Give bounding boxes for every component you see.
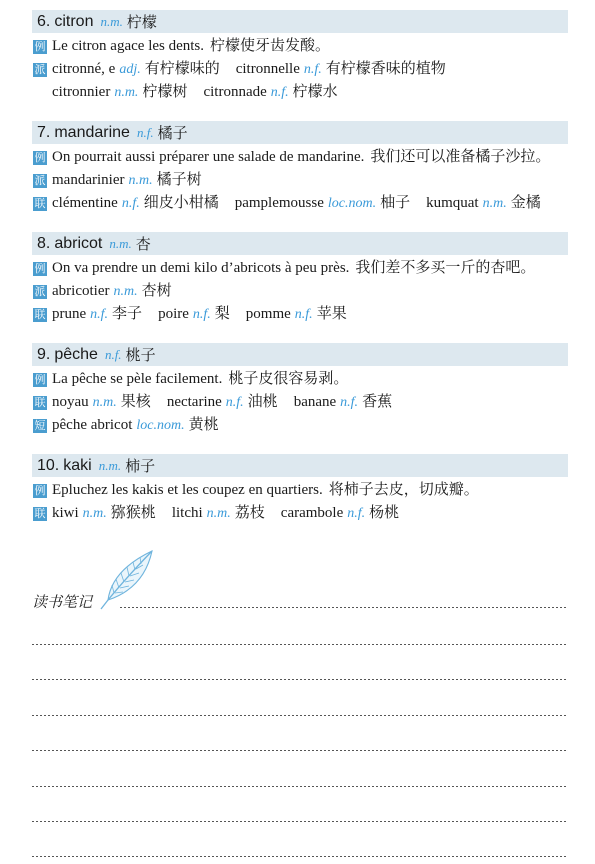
item-meaning: 金橘	[510, 195, 541, 211]
vocab-item	[52, 414, 219, 437]
item-word: pamplemousse	[234, 195, 324, 211]
entry-header	[32, 454, 568, 477]
item-pos: adj.	[119, 62, 141, 77]
entry-header	[32, 121, 568, 144]
note-line	[120, 607, 568, 608]
tag-example: 例	[34, 39, 46, 53]
example-chinese: 桃子皮很容易剥。	[228, 371, 349, 387]
item-meaning: 橘子树	[156, 172, 202, 188]
example-chinese: 将柿子去皮，切成瓣。	[328, 482, 479, 498]
item-pos: n.f.	[303, 62, 322, 77]
note-line	[32, 679, 568, 680]
tag-example: 例	[34, 372, 46, 386]
item-pos: n.f.	[90, 307, 109, 322]
vocab-item	[52, 303, 142, 326]
item-meaning: 有柠檬香味的植物	[325, 61, 446, 77]
item-meaning: 杨桃	[369, 505, 400, 521]
item-pos: n.m.	[114, 85, 139, 100]
example-chinese: 我们还可以准备橘子沙拉。	[370, 149, 551, 165]
item-pos: n.f.	[347, 506, 366, 521]
headword-meaning: 橘子	[157, 126, 188, 142]
item-word: clémentine	[52, 195, 118, 211]
item-meaning: 猕猴桃	[110, 505, 156, 521]
item-word: pêche abricot	[52, 417, 133, 433]
notes-title: 读书笔记	[32, 593, 93, 611]
related-row	[32, 502, 568, 525]
headword-meaning: 柿子	[125, 459, 156, 475]
entry-number: 8.	[37, 234, 51, 252]
entry-number: 6.	[37, 12, 51, 30]
item-word: citronné, e	[52, 61, 116, 77]
vocab-item	[203, 81, 337, 104]
vocab-item	[172, 502, 265, 525]
item-word: carambole	[280, 505, 344, 521]
entry-peche	[32, 343, 568, 437]
vocab-item	[158, 303, 230, 326]
vocab-item	[52, 502, 156, 525]
item-word: citronnelle	[235, 61, 300, 77]
vocab-item	[52, 169, 202, 192]
vocab-item	[294, 391, 392, 414]
entry-number: 10.	[37, 456, 60, 474]
item-pos: n.f.	[121, 196, 140, 211]
example-chinese: 柠檬使牙齿发酸。	[210, 38, 331, 54]
item-pos: n.f.	[340, 395, 359, 410]
item-word: prune	[52, 306, 87, 322]
example-row	[32, 479, 568, 502]
item-pos: loc.nom.	[136, 418, 185, 433]
vocab-item	[167, 391, 278, 414]
vocab-item	[52, 81, 187, 104]
headword-pos: n.m.	[109, 235, 132, 251]
item-word: citronnier	[52, 84, 111, 100]
item-pos: loc.nom.	[327, 196, 377, 211]
item-meaning: 柠檬水	[292, 84, 338, 100]
note-line	[32, 786, 568, 787]
item-word: noyau	[52, 394, 89, 410]
item-meaning: 杏树	[141, 283, 172, 299]
note-line	[32, 821, 568, 822]
item-meaning: 梨	[214, 306, 230, 322]
item-meaning: 油桃	[247, 394, 278, 410]
item-meaning: 香蕉	[362, 394, 393, 410]
item-pos: n.f.	[270, 85, 289, 100]
derived-row	[32, 169, 568, 192]
derived-row	[32, 280, 568, 303]
entry-header	[32, 10, 568, 33]
item-meaning: 黄桃	[188, 417, 219, 433]
tag-derived: 派	[34, 284, 46, 298]
note-line	[32, 644, 568, 645]
headword: kaki	[63, 456, 92, 474]
headword: abricot	[54, 234, 103, 252]
example-row	[32, 146, 568, 169]
item-meaning: 荔枝	[234, 505, 265, 521]
item-pos: n.m.	[82, 506, 107, 521]
feather-icon	[96, 548, 156, 612]
note-line	[32, 750, 568, 751]
headword-pos: n.m.	[98, 457, 122, 473]
example-chinese: 我们差不多买一斤的杏吧。	[355, 260, 536, 276]
tag-related: 联	[34, 506, 46, 520]
entry-header	[32, 343, 568, 366]
item-meaning: 果核	[120, 394, 151, 410]
tag-derived: 派	[34, 62, 46, 76]
related-row	[32, 192, 568, 215]
headword: pêche	[54, 345, 98, 363]
item-word: mandarinier	[52, 172, 125, 188]
item-pos: n.m.	[92, 395, 117, 410]
entry-number: 7.	[37, 123, 51, 141]
headword: citron	[54, 12, 94, 30]
item-word: pomme	[245, 306, 291, 322]
entry-mandarine	[32, 121, 568, 215]
derived-row-continued	[32, 81, 568, 104]
headword-meaning: 柠檬	[126, 15, 157, 31]
item-word: kiwi	[52, 505, 79, 521]
headword-meaning: 桃子	[125, 348, 156, 364]
derived-row	[32, 58, 568, 81]
entry-citron	[32, 10, 568, 104]
vocab-item	[236, 58, 446, 81]
item-meaning: 苹果	[316, 306, 347, 322]
item-meaning: 柠檬树	[142, 84, 188, 100]
note-line	[32, 856, 568, 857]
related-row	[32, 391, 568, 414]
item-pos: n.m.	[128, 173, 153, 188]
vocab-item	[52, 192, 219, 215]
item-meaning: 细皮小柑橘	[143, 195, 219, 211]
item-pos: n.f.	[294, 307, 313, 322]
headword-pos: n.f.	[136, 124, 154, 140]
entry-number: 9.	[37, 345, 51, 363]
vocab-item	[235, 192, 410, 215]
vocab-item	[52, 280, 172, 303]
note-line	[32, 715, 568, 716]
tag-related: 联	[34, 307, 46, 321]
example-french: On va prendre un demi kilo d’abricots à peu près.	[52, 260, 350, 276]
example-french: Le citron agace les dents.	[52, 38, 205, 54]
example-row	[32, 35, 568, 58]
tag-related: 联	[34, 395, 46, 409]
vocab-item	[52, 391, 151, 414]
item-word: banane	[293, 394, 337, 410]
vocabulary-page	[32, 10, 568, 542]
tag-phrase: 短	[34, 418, 46, 432]
headword-pos: n.f.	[104, 346, 122, 362]
item-pos: n.f.	[225, 395, 244, 410]
example-row	[32, 257, 568, 280]
entry-kaki	[32, 454, 568, 525]
item-word: citronnade	[203, 84, 267, 100]
entry-header	[32, 232, 568, 255]
item-pos: n.m.	[113, 284, 138, 299]
item-meaning: 柚子	[380, 195, 411, 211]
headword-meaning: 杏	[135, 237, 151, 253]
item-pos: n.f.	[192, 307, 211, 322]
item-word: nectarine	[166, 394, 222, 410]
vocab-item	[246, 303, 347, 326]
tag-example: 例	[34, 483, 46, 497]
tag-derived: 派	[34, 173, 46, 187]
item-pos: n.m.	[482, 196, 507, 211]
tag-example: 例	[34, 150, 46, 164]
phrase-row	[32, 414, 568, 437]
example-french: On pourrait aussi préparer une salade de mandarine.	[52, 149, 365, 165]
item-word: abricotier	[52, 283, 110, 299]
tag-example: 例	[34, 261, 46, 275]
item-word: litchi	[171, 505, 203, 521]
example-row	[32, 368, 568, 391]
item-word: poire	[158, 306, 189, 322]
item-meaning: 李子	[112, 306, 143, 322]
item-pos: n.m.	[206, 506, 231, 521]
tag-related: 联	[34, 196, 46, 210]
related-row	[32, 303, 568, 326]
vocab-item	[52, 58, 220, 81]
example-french: Epluchez les kakis et les coupez en quartiers.	[52, 482, 323, 498]
entry-abricot	[32, 232, 568, 326]
item-word: kumquat	[426, 195, 479, 211]
headword-pos: n.m.	[100, 13, 123, 29]
item-meaning: 有柠檬味的	[144, 61, 220, 77]
example-french: La pêche se pèle facilement.	[52, 371, 223, 387]
headword: mandarine	[54, 123, 130, 141]
vocab-item	[426, 192, 541, 215]
vocab-item	[281, 502, 399, 525]
